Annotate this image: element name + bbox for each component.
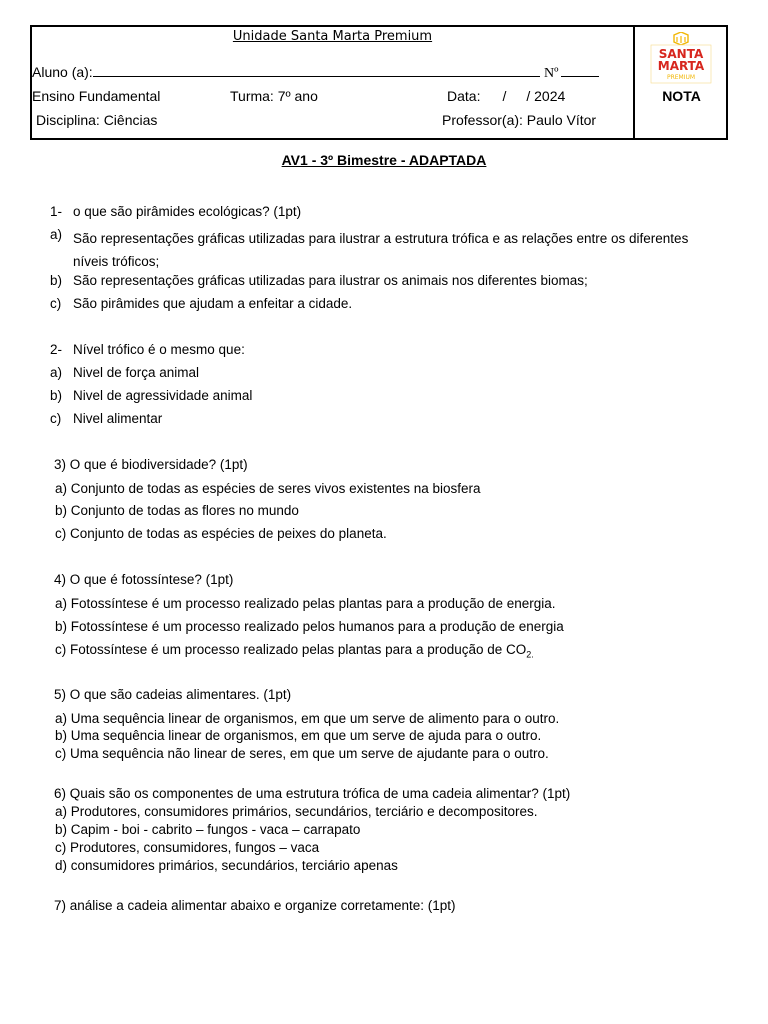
header-divider <box>633 27 635 138</box>
building-logo-icon <box>674 32 688 45</box>
question-4-option-a: a) Fotossíntese é um processo realizado pelas plantas para a produção de energia. <box>55 596 556 611</box>
question-7-text: 7) análise a cadeia alimentar abaixo e organize corretamente: (1pt) <box>54 898 456 913</box>
question-1-number: 1- <box>50 204 63 219</box>
date-field <box>447 88 565 104</box>
school-name: Unidade Santa Marta Premium <box>232 29 433 44</box>
question-4-option-c <box>55 642 534 660</box>
question-4-option-b: b) Fotossíntese é um processo realizado pelos humanos para a produção de energia <box>55 619 564 634</box>
co2-subscript: 2. <box>526 649 534 660</box>
subject: Disciplina: Ciências <box>36 112 158 128</box>
logo-line-santa: SANTA <box>658 47 704 61</box>
question-6-option-c: c) Produtores, consumidores, fungos – vaca <box>55 840 320 855</box>
student-label: Aluno (a): <box>32 64 93 80</box>
school-logo <box>650 32 712 84</box>
question-4-text: 4) O que é fotossíntese? (1pt) <box>54 572 234 587</box>
student-name-blank <box>93 64 540 77</box>
exam-title: AV1 - 3º Bimestre - ADAPTADA <box>281 152 487 168</box>
question-1-text: o que são pirâmides ecológicas? (1pt) <box>73 204 302 219</box>
option-text: São representações gráficas utilizadas para ilustrar a estrutura trófica e as relações entre os diferentes níveis tróficos; <box>73 231 689 269</box>
option-marker: a) <box>50 365 63 380</box>
option-text: São pirâmides que ajudam a enfeitar a cidade. <box>73 296 353 311</box>
question-6-option-d: d) consumidores primários, secundários, terciário apenas <box>55 858 398 873</box>
question-5-option-a: a) Uma sequência linear de organismos, em que um serve de alimento para o outro. <box>55 711 560 726</box>
question-5-option-b: b) Uma sequência linear de organismos, em que um serve de ajuda para o outro. <box>55 728 542 743</box>
grade-label: NOTA <box>662 88 701 104</box>
option-marker: a) <box>50 227 63 242</box>
logo-line-marta: MARTA <box>657 59 705 73</box>
date-separator-1: / <box>502 88 507 104</box>
option-marker: b) <box>50 273 63 288</box>
question-6-option-a: a) Produtores, consumidores primários, secundários, terciário e decompositores. <box>55 804 538 819</box>
option-text: Nivel de força animal <box>73 365 200 380</box>
question-5-text: 5) O que são cadeias alimentares. (1pt) <box>54 687 292 702</box>
header-box <box>30 25 728 140</box>
question-6-option-b: b) Capim - boi - cabrito – fungos - vaca – carrapato <box>55 822 361 837</box>
option-text: Nivel alimentar <box>73 411 163 426</box>
date-label: Data: <box>447 88 481 104</box>
number-blank <box>561 64 599 77</box>
question-3-option-c: c) Conjunto de todas as espécies de peixes do planeta. <box>55 526 387 541</box>
option-text: São representações gráficas utilizadas para ilustrar os animais nos diferentes biomas; <box>73 273 588 288</box>
student-name-field <box>32 64 540 80</box>
education-level: Ensino Fundamental <box>32 88 161 104</box>
question-2-number: 2- <box>50 342 63 357</box>
question-5-option-c: c) Uma sequência não linear de seres, em que um serve de ajudante para o outro. <box>55 746 549 761</box>
option-text: Nivel de agressividade animal <box>73 388 253 403</box>
date-year: / 2024 <box>526 88 566 104</box>
option-marker: c) <box>50 296 62 311</box>
option-marker: b) <box>50 388 63 403</box>
logo-line-premium: PREMIUM <box>666 74 696 81</box>
question-6-text: 6) Quais são os componentes de uma estrutura trófica de uma cadeia alimentar? (1pt) <box>54 786 571 801</box>
class-year: Turma: 7º ano <box>230 88 318 104</box>
option-text: c) Fotossíntese é um processo realizado pelas plantas para a produção de CO <box>55 642 527 657</box>
number-label: Nº <box>544 66 559 81</box>
option-marker: c) <box>50 411 62 426</box>
question-2-text: Nível trófico é o mesmo que: <box>73 342 245 357</box>
question-3-option-b: b) Conjunto de todas as flores no mundo <box>55 503 299 518</box>
question-3-text: 3) O que é biodiversidade? (1pt) <box>54 457 248 472</box>
student-number-field <box>544 64 599 82</box>
question-3-option-a: a) Conjunto de todas as espécies de seres vivos existentes na biosfera <box>55 481 481 496</box>
teacher: Professor(a): Paulo Vítor <box>442 112 597 128</box>
